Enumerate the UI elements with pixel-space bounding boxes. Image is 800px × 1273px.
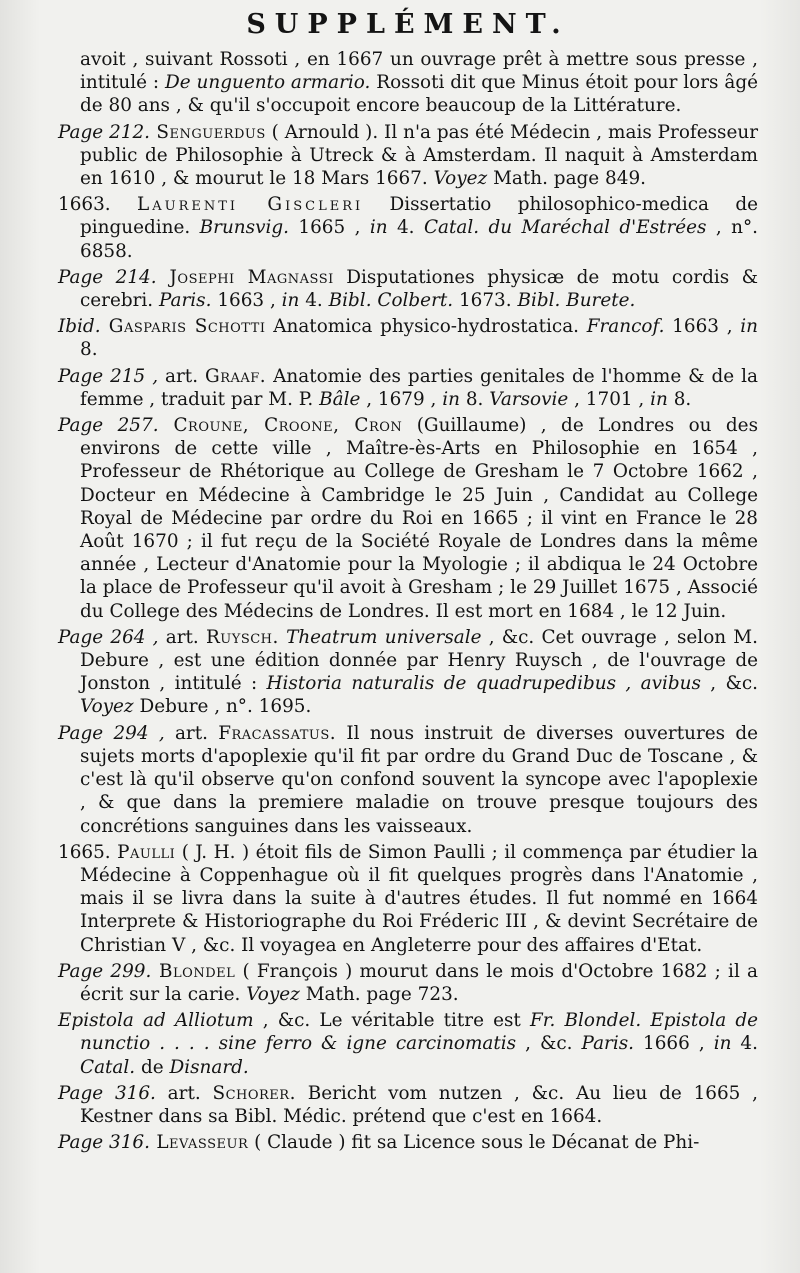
entry-text: ( François ) mourut dans le mois d'Octobre 1682 ; il a écrit sur la carie.	[80, 960, 758, 1005]
entry-text: Josephi Magnassi	[156, 266, 334, 288]
entry-epistola	[58, 1009, 758, 1079]
entry-text: 4.	[387, 217, 424, 239]
entry-text: Epistola ad Alliotum	[58, 1010, 254, 1032]
entry-giscleri	[58, 193, 758, 263]
entry-text: Laurenti Giscleri	[137, 194, 364, 216]
entry-text: in	[713, 1033, 732, 1055]
entry-text: Disputationes physicæ de motu cordis & cerebri.	[80, 266, 758, 312]
entry-schorer	[58, 1082, 758, 1128]
entry-text: Senguerdus	[150, 121, 266, 143]
entry-text: Ibid.	[58, 316, 101, 338]
entry-text: avoit , suivant Rossoti , en 1667 un ouvrage prêt à mettre sous presse , intitulé :	[80, 49, 758, 94]
entry-text: 1663 ,	[211, 290, 282, 312]
entry-text: , &c.	[516, 1033, 582, 1055]
entry-text: Gasparis Schotti	[100, 316, 266, 338]
entry-text: Theatrum universale	[286, 626, 482, 648]
entry-text: Brunsvig.	[199, 217, 289, 239]
entry-text: , &c.	[700, 673, 758, 695]
entry-text: Voyez	[246, 983, 300, 1005]
entries	[58, 48, 758, 1154]
entry-text: 1663 ,	[664, 316, 741, 338]
entry-text: , &c. Cet ouvrage , selon M. Debure , est une édition donnée par Henry Ruysch , de l'ouvrage de Jonston , intitulé :	[80, 626, 758, 695]
entry-graaf	[58, 365, 758, 411]
entry-text: Page 212.	[58, 121, 151, 143]
entry-text: 1673.	[453, 290, 518, 312]
entry-text: 1663.	[58, 194, 138, 216]
entry-text: art.	[164, 722, 219, 744]
entry-text: , &c. Le véritable titre est	[253, 1010, 530, 1032]
entry-text: Page 316.	[58, 1132, 150, 1154]
entry-text: in	[281, 290, 300, 312]
entry-text: in	[650, 388, 668, 410]
entry-text: Page 214.	[58, 266, 157, 288]
entry-text: Math. page 723.	[299, 983, 459, 1005]
entry-text: De unguento armario.	[165, 72, 371, 94]
entry-text: Page 299.	[58, 960, 152, 982]
entry-text: Page 215 ,	[58, 365, 159, 387]
entry-text: de	[135, 1056, 170, 1078]
entry-text: Blondel	[151, 960, 236, 982]
entry-text: 8.	[459, 388, 490, 410]
entry-text: 8.	[667, 388, 692, 410]
entry-text: in	[740, 316, 758, 338]
entry-text: 4.	[731, 1033, 758, 1055]
entry-text: Graaf.	[205, 365, 267, 387]
entry-text: 4.	[299, 290, 329, 312]
entry-text: art.	[158, 626, 206, 648]
entry-text: Catal. du Maréchal d'Estrées	[423, 217, 707, 239]
entry-paulli	[58, 841, 758, 957]
entry-text: Math. page 849.	[487, 168, 646, 190]
entry-text: Francof.	[586, 316, 665, 338]
entry-text: Page 264 ,	[58, 626, 159, 648]
entry-text: Paris.	[159, 290, 212, 312]
entry-croune	[58, 414, 758, 623]
entry-text: 1665 ,	[288, 217, 370, 239]
entry-text: Il nous instruit de diverses ouvertures de sujets morts d'apoplexie qu'il fit par ordre du Grand Duc de Toscane , & c'est là qu'il observe qu'on confond souvent la syncope avec l'apoplexie , & que dans la premiere maladie on trouve presque toujours des concrétions sanguines dans les vaisseaux.	[80, 722, 758, 837]
entry-text: 1665.	[58, 841, 118, 863]
entry-text: Disnard.	[169, 1056, 249, 1078]
entry-text: Bericht vom nutzen , &c. Au lieu de 1665 , Kestner dans sa Bibl. Médic. prétend que c'est en 1664.	[80, 1082, 759, 1127]
entry-text: ( J. H. ) étoit fils de Simon Paulli ; il commença par étudier la Médecine à Coppenhague où il fit quelques progrès dans l'Anatomie , mais il se livra dans la suite à d'autres études. Il fut nommé en 1664 Interprete & Historiographe du Roi Fréderic III , & devint Secrétaire de Christian V , &c. Il voyagea en Angleterre pour des affaires d'Etat.	[80, 841, 758, 956]
entry-text: Fracassatus.	[218, 722, 337, 744]
entry-text: Catal.	[80, 1056, 136, 1078]
entry-text: Varsovie	[489, 388, 569, 410]
entry-text: , 1679 ,	[360, 388, 443, 410]
entry-text: Bibl. Burete.	[517, 290, 636, 312]
entry-text: ( Arnould ). Il n'a pas été Médecin , mais Professeur public de Philosophie à Utreck & à Amsterdam. Il naquit à Amsterdam en 1610 , & mourut le 18 Mars 1667.	[80, 121, 758, 190]
entry-text: Bâle	[319, 388, 361, 410]
entry-blondel	[58, 960, 758, 1006]
entry-levasseur	[58, 1131, 758, 1154]
entry-text: Page 257.	[58, 415, 159, 437]
entry-text: art.	[158, 365, 206, 387]
entry-text: ( Claude ) fit sa Licence sous le Décanat de Phi-	[248, 1132, 700, 1154]
entry-text: Historia naturalis de quadrupedibus , avibus	[266, 673, 701, 695]
entry-text: in	[369, 217, 388, 239]
entry-schotti	[58, 315, 758, 361]
entry-text: art.	[155, 1082, 213, 1104]
entry-fracassatus	[58, 722, 758, 838]
entry-continuation	[58, 48, 758, 118]
entry-text: Paulli	[117, 841, 176, 863]
entry-text: Voyez	[433, 168, 488, 190]
entry-senguerdus	[58, 121, 758, 191]
entry-text: Rossoti dit que Minus étoit pour lors âgé de 80 ans , & qu'il s'occupoit encore beaucoup de la Littérature.	[80, 72, 758, 117]
entry-text: (Guillaume) , de Londres ou des environs de cette ville , Maître-ès-Arts en Philosophie en 1654 , Professeur de Rhétorique au College de Gresham le 7 Octobre 1662 , Docteur en Médecine à Cambridge le 25 Juin , Candidat au College Royal de Médecine par ordre du Roi en 1665 ; il vint en France le 28 Août 1670 ; il fut reçu de la Société Royale de Londres dans la même année , Lecteur d'Anatomie pour la Myologie ; il abdiqua le 24 Octobre la place de Professeur qu'il avoit à Gresham ; le 29 Juillet 1675 , Associé du College des Médecins de Londres. Il est mort en 1684 , le 12 Juin.	[80, 415, 759, 622]
entry-text: Bibl. Colbert.	[328, 290, 454, 312]
entry-text: 1666 ,	[633, 1033, 714, 1055]
running-head: SUPPLÉMENT.	[246, 9, 570, 40]
entry-text: 8.	[80, 339, 98, 361]
entry-text: Anatomica physico-hydrostatica.	[265, 316, 587, 338]
entry-text: Paris.	[581, 1033, 634, 1055]
entry-ruysch	[58, 626, 758, 719]
entry-text: Debure , n°. 1695.	[133, 696, 312, 718]
entry-text: Levasseur	[149, 1132, 249, 1154]
entry-text: , n°. 6858.	[80, 217, 758, 262]
entry-text: Croune, Croone, Cron	[158, 415, 403, 437]
entry-text: in	[442, 388, 460, 410]
entry-text: Page 294 ,	[58, 722, 165, 744]
entry-text: Fr. Blondel. Epistola de nunctio . . . . sine ferro & igne carcinomatis	[80, 1010, 758, 1055]
entry-magnassi	[58, 266, 758, 312]
entry-text: Anatomie des parties genitales de l'homme & de la femme , traduit par M. P.	[80, 365, 759, 410]
entry-text: , 1701 ,	[568, 388, 651, 410]
entry-text: Page 316.	[58, 1082, 156, 1104]
entry-text	[279, 627, 286, 648]
entry-text: Dissertatio philosophico-medica de pinguedine.	[80, 194, 759, 239]
entry-text: Schorer.	[212, 1082, 296, 1104]
entry-text: Voyez	[80, 696, 134, 718]
entry-text: Ruysch.	[205, 626, 279, 648]
